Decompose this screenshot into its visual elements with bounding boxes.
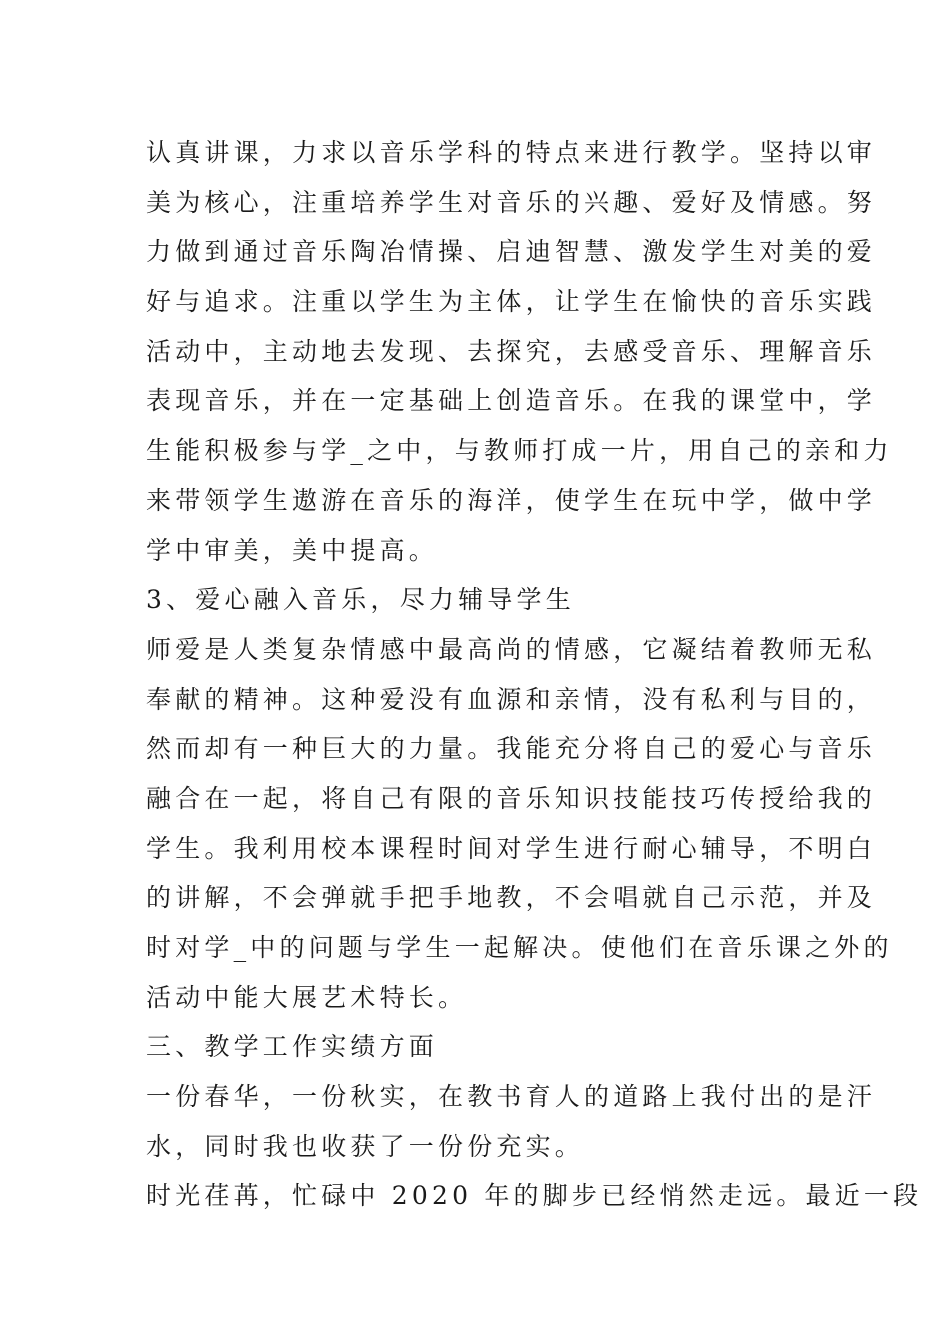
text-line-21: 水，同时我也收获了一份份充实。 (146, 1131, 585, 1161)
text-line-13: 然而却有一种巨大的力量。我能充分将自己的爱心与音乐 (146, 734, 877, 764)
text-line-1: 认真讲课，力求以音乐学科的特点来进行教学。坚持以审 (146, 138, 877, 167)
text-line-6: 表现音乐，并在一定基础上创造音乐。在我的课堂中，学 (146, 386, 877, 416)
section-heading-three: 三、教学工作实绩方面 (146, 1032, 439, 1062)
text-line-9: 学中审美，美中提高。 (146, 535, 439, 565)
text-line-18: 活动中能大展艺术特长。 (146, 982, 468, 1012)
document-body (146, 128, 923, 1221)
text-line-5: 活动中，主动地去发现、去探究，去感受音乐、理解音乐 (146, 336, 877, 366)
text-line-4: 好与追求。注重以学生为主体，让学生在愉快的音乐实践 (146, 287, 877, 317)
text-line-12: 奉献的精神。这种爱没有血源和亲情，没有私利与目的， (146, 684, 877, 714)
text-line-22: 时光荏苒，忙碌中 2020 年的脚步已经悄然走远。最近一段 (146, 1181, 923, 1211)
text-line-7: 生能积极参与学_之中，与教师打成一片，用自己的亲和力 (146, 436, 893, 466)
text-line-17: 时对学_中的问题与学生一起解决。使他们在音乐课之外的 (146, 933, 893, 962)
text-line-3: 力做到通过音乐陶冶情操、启迪智慧、激发学生对美的爱 (146, 237, 877, 267)
text-line-16: 的讲解，不会弹就手把手地教，不会唱就自己示范，并及 (146, 883, 877, 913)
text-line-20: 一份春华，一份秋实，在教书育人的道路上我付出的是汗 (146, 1082, 877, 1112)
text-line-14: 融合在一起，将自己有限的音乐知识技能技巧传授给我的 (146, 783, 877, 813)
text-line-11: 师爱是人类复杂情感中最高尚的情感，它凝结着教师无私 (146, 634, 877, 664)
section-heading-3: 3、爱心融入音乐，尽力辅导学生 (146, 585, 575, 615)
text-line-2: 美为核心，注重培养学生对音乐的兴趣、爱好及情感。努 (146, 187, 877, 217)
text-line-8: 来带领学生遨游在音乐的海洋，使学生在玩中学，做中学 (146, 485, 877, 515)
text-line-15: 学生。我利用校本课程时间对学生进行耐心辅导，不明白 (146, 833, 877, 863)
